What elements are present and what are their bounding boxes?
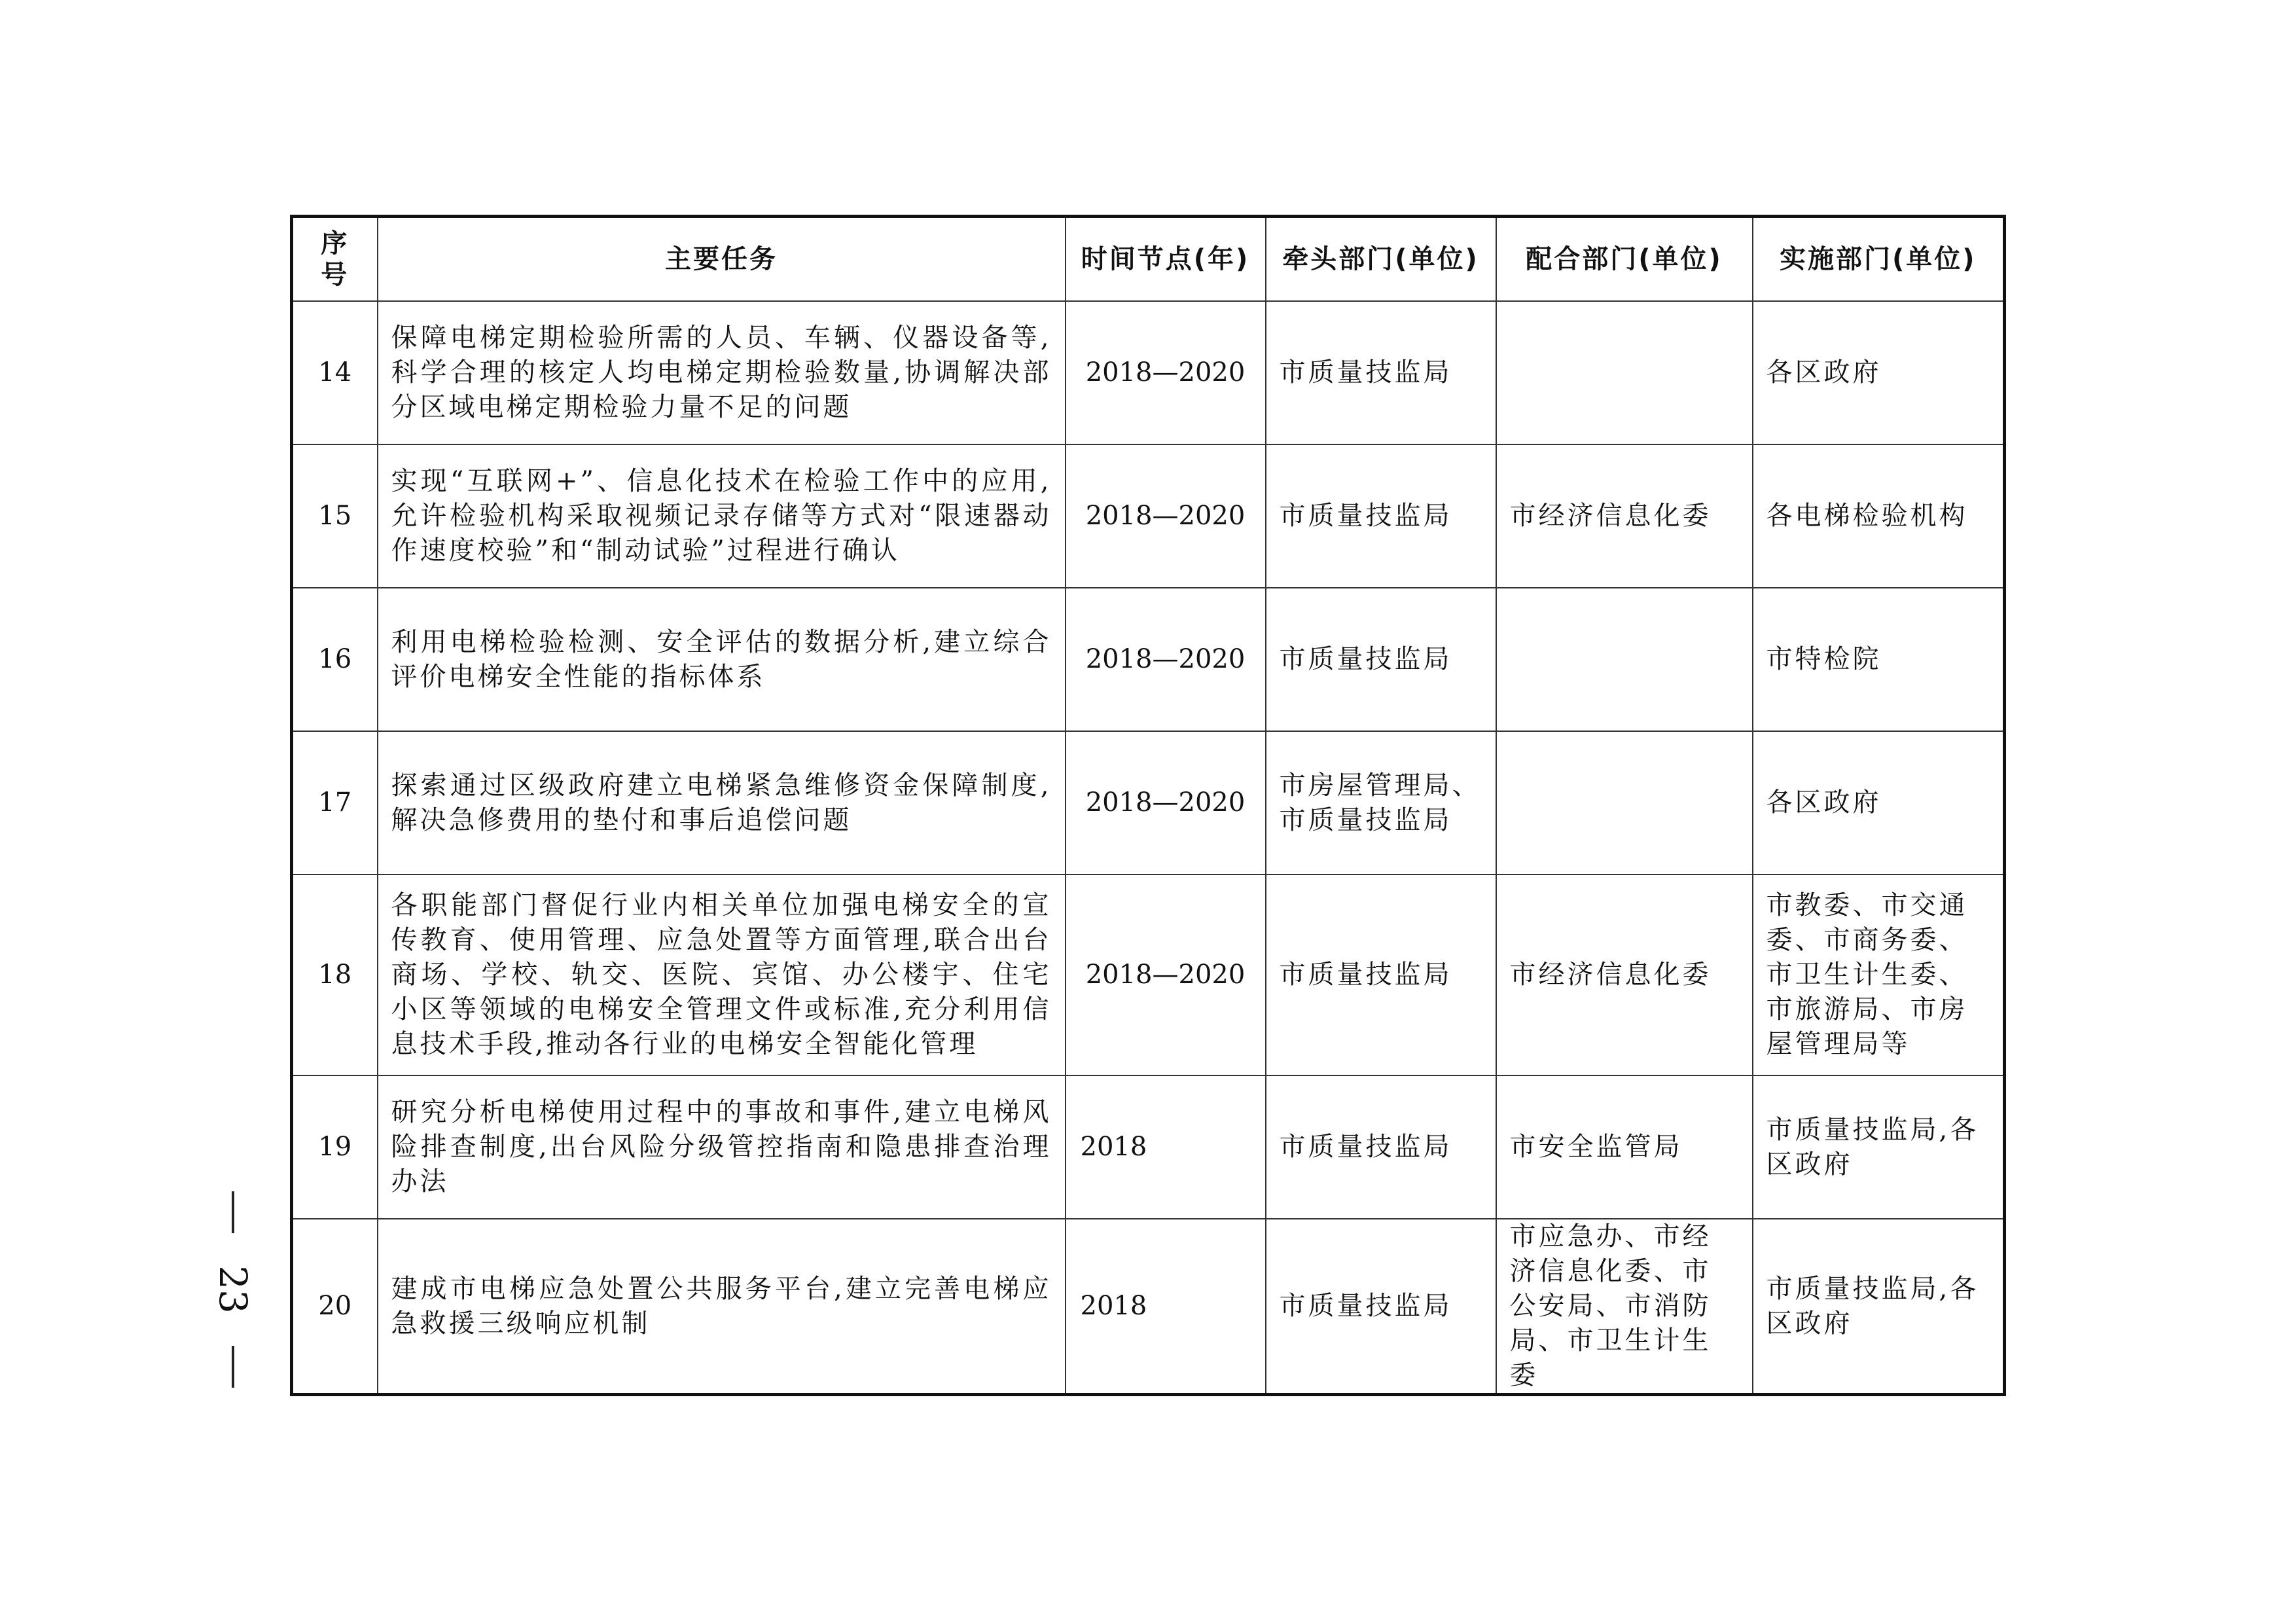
table-row bbox=[292, 1075, 2005, 1219]
header-time: 时间节点(年) bbox=[1066, 217, 1266, 302]
header-impl: 实施部门(单位) bbox=[1753, 217, 2005, 302]
coop-dept-cell bbox=[1496, 731, 1753, 875]
row-number: 20 bbox=[292, 1219, 378, 1395]
task-table bbox=[290, 215, 2006, 1396]
lead-dept-cell: 市质量技监局 bbox=[1266, 588, 1496, 731]
impl-dept-cell: 各区政府 bbox=[1753, 731, 2005, 875]
row-number: 19 bbox=[292, 1075, 378, 1219]
header-coop: 配合部门(单位) bbox=[1496, 217, 1753, 302]
task-cell: 利用电梯检验检测、安全评估的数据分析,建立综合评价电梯安全性能的指标体系 bbox=[378, 588, 1066, 731]
header-lead: 牵头部门(单位) bbox=[1266, 217, 1496, 302]
time-cell: 2018—2020 bbox=[1066, 588, 1266, 731]
coop-dept-cell: 市应急办、市经济信息化委、市公安局、市消防局、市卫生计生委 bbox=[1496, 1219, 1753, 1395]
table-row bbox=[292, 588, 2005, 731]
coop-dept-cell: 市经济信息化委 bbox=[1496, 444, 1753, 588]
task-cell: 实现“互联网+”、信息化技术在检验工作中的应用,允许检验机构采取视频记录存储等方式对“限速器动作速度校验”和“制动试验”过程进行确认 bbox=[378, 444, 1066, 588]
lead-dept-cell: 市质量技监局 bbox=[1266, 444, 1496, 588]
time-cell: 2018 bbox=[1066, 1075, 1266, 1219]
task-cell: 保障电梯定期检验所需的人员、车辆、仪器设备等,科学合理的核定人均电梯定期检验数量,协调解决部分区域电梯定期检验力量不足的问题 bbox=[378, 301, 1066, 444]
time-cell: 2018—2020 bbox=[1066, 444, 1266, 588]
table-row bbox=[292, 1219, 2005, 1395]
table-row bbox=[292, 875, 2005, 1075]
impl-dept-cell: 各区政府 bbox=[1753, 301, 2005, 444]
impl-dept-cell: 市教委、市交通委、市商务委、市卫生计生委、市旅游局、市房屋管理局等 bbox=[1753, 875, 2005, 1075]
task-cell: 探索通过区级政府建立电梯紧急维修资金保障制度,解决急修费用的垫付和事后追偿问题 bbox=[378, 731, 1066, 875]
row-number: 15 bbox=[292, 444, 378, 588]
page-number-text: 23 bbox=[211, 1265, 255, 1314]
page-number-dash bbox=[232, 1191, 234, 1233]
lead-dept-cell: 市质量技监局 bbox=[1266, 1219, 1496, 1395]
lead-dept-cell: 市质量技监局 bbox=[1266, 1075, 1496, 1219]
time-cell: 2018—2020 bbox=[1066, 301, 1266, 444]
impl-dept-cell: 各电梯检验机构 bbox=[1753, 444, 2005, 588]
row-number: 14 bbox=[292, 301, 378, 444]
row-number: 17 bbox=[292, 731, 378, 875]
coop-dept-cell bbox=[1496, 588, 1753, 731]
lead-dept-cell: 市质量技监局 bbox=[1266, 875, 1496, 1075]
table-row bbox=[292, 301, 2005, 444]
table-row bbox=[292, 444, 2005, 588]
row-number: 16 bbox=[292, 588, 378, 731]
impl-dept-cell: 市质量技监局,各区政府 bbox=[1753, 1075, 2005, 1219]
lead-dept-cell: 市质量技监局 bbox=[1266, 301, 1496, 444]
page-number-dash bbox=[232, 1346, 234, 1388]
task-cell: 研究分析电梯使用过程中的事故和事件,建立电梯风险排查制度,出台风险分级管控指南和隐患排查治理办法 bbox=[378, 1075, 1066, 1219]
header-no: 序号 bbox=[292, 217, 378, 302]
task-cell: 建成市电梯应急处置公共服务平台,建立完善电梯应急救援三级响应机制 bbox=[378, 1219, 1066, 1395]
page-number bbox=[208, 1191, 260, 1388]
table-row bbox=[292, 731, 2005, 875]
task-cell: 各职能部门督促行业内相关单位加强电梯安全的宣传教育、使用管理、应急处置等方面管理,联合出台商场、学校、轨交、医院、宾馆、办公楼宇、住宅小区等领域的电梯安全管理文件或标准,充分利用信息技术手段,推动各行业的电梯安全智能化管理 bbox=[378, 875, 1066, 1075]
row-number: 18 bbox=[292, 875, 378, 1075]
header-row bbox=[292, 217, 2005, 302]
time-cell: 2018—2020 bbox=[1066, 731, 1266, 875]
lead-dept-cell: 市房屋管理局、市质量技监局 bbox=[1266, 731, 1496, 875]
header-task: 主要任务 bbox=[378, 217, 1066, 302]
coop-dept-cell: 市安全监管局 bbox=[1496, 1075, 1753, 1219]
impl-dept-cell: 市特检院 bbox=[1753, 588, 2005, 731]
coop-dept-cell bbox=[1496, 301, 1753, 444]
coop-dept-cell: 市经济信息化委 bbox=[1496, 875, 1753, 1075]
impl-dept-cell: 市质量技监局,各区政府 bbox=[1753, 1219, 2005, 1395]
time-cell: 2018—2020 bbox=[1066, 875, 1266, 1075]
time-cell: 2018 bbox=[1066, 1219, 1266, 1395]
